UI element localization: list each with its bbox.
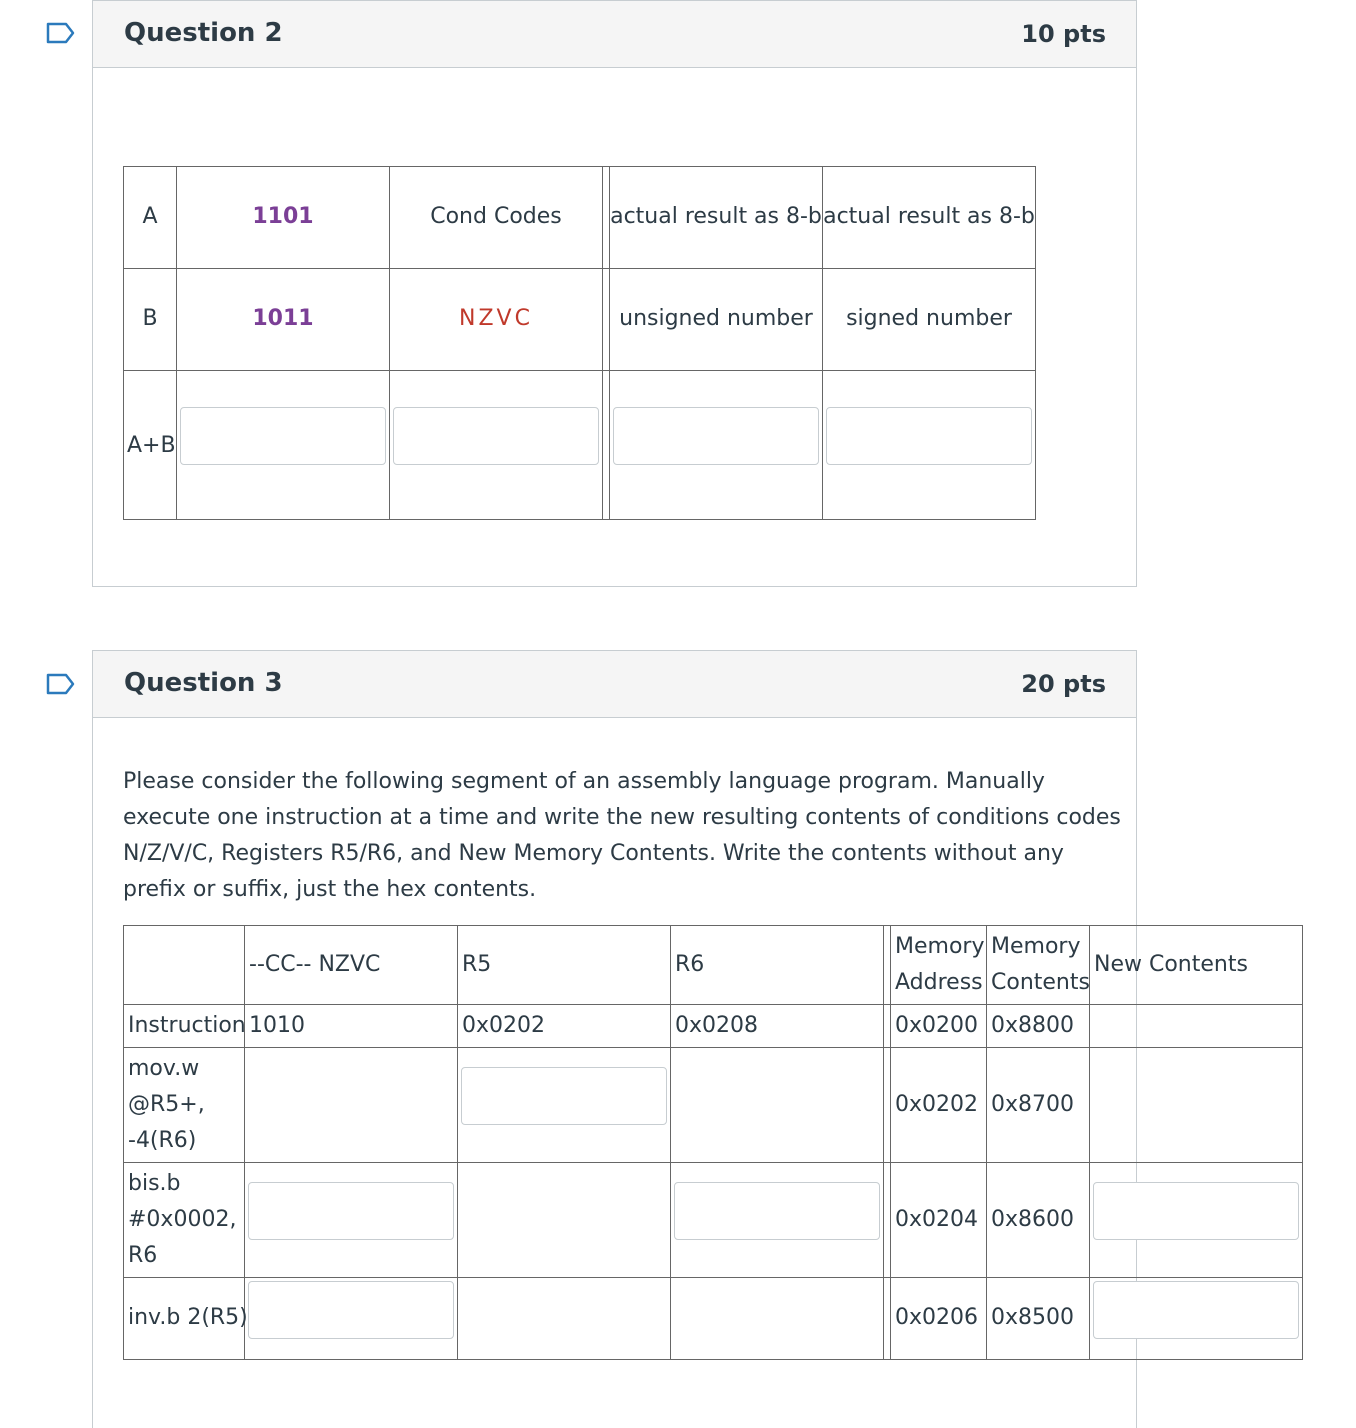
sum-input[interactable]	[180, 407, 386, 465]
r6-input[interactable]	[674, 1182, 880, 1240]
flag-question-icon[interactable]	[46, 673, 76, 695]
instruction-line: bis.b	[128, 1171, 181, 1196]
instruction-line: -4(R6)	[128, 1128, 197, 1153]
header-memory-contents-line2: Contents	[991, 970, 1090, 995]
memory-contents: 0x8700	[991, 1092, 1075, 1117]
memory-contents: 0x8600	[991, 1207, 1075, 1232]
question-header	[93, 651, 1136, 718]
initial-cc: 1010	[249, 1013, 305, 1038]
a-value: 1101	[252, 204, 314, 229]
unsigned-result-input[interactable]	[613, 407, 819, 465]
instruction-line: #0x0002,	[128, 1207, 237, 1232]
b-value: 1011	[252, 306, 314, 331]
signed-number-label: signed number	[846, 306, 1012, 331]
question-title: Question 2	[124, 18, 283, 48]
question-prompt: Please consider the following segment of an assembly language program. Manually execute one instruction at a time and write the new resulting contents of conditions codes N/Z/V/C, Registers R5/R6, and New Memory Contents. Write the contents without any prefix or suffix, just the hex contents.	[123, 769, 1121, 902]
memory-address: 0x0200	[895, 1013, 979, 1038]
cond-codes-input[interactable]	[393, 407, 599, 465]
header-unsigned-result: actual result as 8-b	[610, 204, 822, 229]
header-new-contents: New Contents	[1094, 952, 1248, 977]
header-signed-result: actual result as 8-b	[823, 204, 1035, 229]
instruction-line: inv.b 2(R5)	[128, 1305, 248, 1330]
initial-r6: 0x0208	[675, 1013, 759, 1038]
question-points: 10 pts	[1021, 20, 1106, 48]
signed-result-input[interactable]	[826, 407, 1032, 465]
initial-r5: 0x0202	[462, 1013, 546, 1038]
memory-address: 0x0206	[895, 1305, 979, 1330]
question-title: Question 3	[124, 668, 283, 698]
instruction-line: mov.w	[128, 1056, 200, 1081]
header-cc-nzvc: --CC-- NZVC	[249, 952, 381, 977]
header-memory-contents-line1: Memory	[991, 934, 1081, 959]
question-points: 20 pts	[1021, 670, 1106, 698]
new-contents-input[interactable]	[1093, 1182, 1299, 1240]
question-2-card	[92, 0, 1137, 587]
header-memory-address-line1: Memory	[895, 934, 985, 959]
flag-question-icon[interactable]	[46, 22, 76, 44]
instruction-line: R6	[128, 1243, 158, 1268]
cc-input[interactable]	[248, 1182, 454, 1240]
instruction-label: Instruction	[128, 1013, 246, 1038]
row-label-a: A	[142, 204, 158, 229]
header-memory-address-line2: Address	[895, 970, 983, 995]
memory-address: 0x0202	[895, 1092, 979, 1117]
unsigned-number-label: unsigned number	[619, 306, 813, 331]
instruction-line: @R5+,	[128, 1092, 205, 1117]
header-r5: R5	[462, 952, 492, 977]
row-label-b: B	[142, 306, 158, 331]
memory-contents: 0x8500	[991, 1305, 1075, 1330]
row-label-a-plus-b: A+B	[127, 433, 176, 458]
cond-codes-nzvc: NZVC	[459, 306, 533, 331]
header-r6: R6	[675, 952, 705, 977]
header-cond-codes: Cond Codes	[430, 204, 562, 229]
cc-input[interactable]	[248, 1281, 454, 1339]
question-header	[93, 1, 1136, 68]
memory-contents: 0x8800	[991, 1013, 1075, 1038]
memory-address: 0x0204	[895, 1207, 979, 1232]
new-contents-input[interactable]	[1093, 1281, 1299, 1339]
r5-input[interactable]	[461, 1067, 667, 1125]
